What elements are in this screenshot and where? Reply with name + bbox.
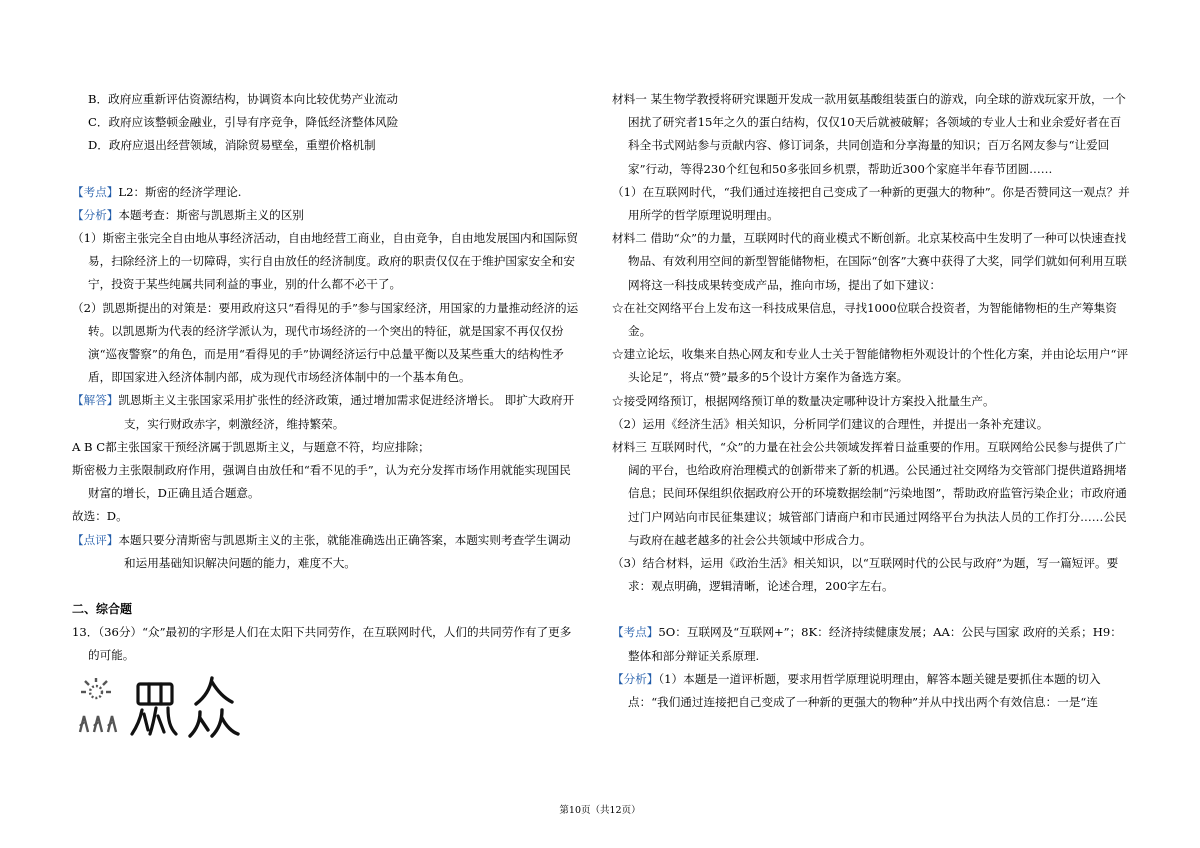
d-explanation: 斯密极力主张限制政府作用，强调自由放任和“看不见的手”，认为充分发挥市场作用就能实现国民财富的增长，D正确且适合题意。 <box>72 463 571 501</box>
modern-zhong-glyph <box>190 678 238 736</box>
suggestion-1: ☆在社交网络平台上发布这一科技成果信息，寻找1000位联合投资者，为智能储物柜的生产筹集资金。 <box>612 300 1117 339</box>
fenxi-line-right <box>612 668 1132 714</box>
jieda-line <box>72 389 582 435</box>
option-b: B．政府应重新评估资源结构，协调资本向比较优势产业流动 <box>88 92 398 106</box>
seal-script-zhong-glyph <box>132 684 176 734</box>
right-column <box>612 88 1132 714</box>
fenxi-line <box>72 204 582 227</box>
kaodian-text-right: 5O：互联网及“互联网+”；8K：经济持续健康发展；AA：公民与国家 政府的关系；H9：整体和部分辩证关系原理. <box>628 625 1122 663</box>
option-c: C．政府应该整顿金融业，引导有序竞争，降低经济整体风险 <box>88 115 399 130</box>
material-3: 材料三 互联网时代，“众”的力量在社会公共领域发挥着日益重要的作用。互联网给公民参与提供了广阔的平台，也给政府治理模式的创新带来了新的机遇。公民通过社交网络为交管部门提供道路拥堵信息；民间环保组织依据政府公开的环境数据绘制“污染地图”，帮助政府监管污染企业；市政府通过门户网站向市民征集建议；城管部门请商户和市民通过网络平台为执法人员的工作打分……公民与政府在越老越多的社会公共领域中形成合力。 <box>612 440 1127 547</box>
jieda-text: 凯恩斯主义主张国家采用扩张性的经济政策，通过增加需求促进经济增长。 即扩大政府开支，实行财政赤字，刺激经济，维持繁荣。 <box>118 393 575 431</box>
oracle-bone-zhong-glyph <box>80 678 116 732</box>
material-2: 材料二 借助“众”的力量，互联网时代的商业模式不断创新。北京某校高中生发明了一种可以快速查找物品、有效利用空间的新型智能储物柜，在国际“创客”大赛中获得了大奖，同学们就如何利用互联网将这一科技成果转变成产品，推向市场，提出了如下建议： <box>612 231 1127 292</box>
abc-exclusion: A B C都主张国家干预经济属于凯恩斯主义，与题意不符，均应排除； <box>72 439 430 454</box>
option-d: D．政府应退出经营领域，消除贸易壁垒，重塑价格机制 <box>88 138 376 153</box>
suggestion-3: ☆接受网络预订，根据网络预订单的数量决定哪种设计方案投入批量生产。 <box>612 393 995 408</box>
question-13-3: （3）结合材料，运用《政治生活》相关知识，以“互联网时代的公民与政府”为题，写一篇短评。要求：观点明确，逻辑清晰，论述合理，200字左右。 <box>612 556 1119 594</box>
suggestion-2: ☆建立论坛，收集来自热心网友和专业人士关于智能储物柜外观设计的个性化方案，并由论坛用户“评头论足”，将点“赞”最多的5个设计方案作为备选方案。 <box>612 347 1129 385</box>
jieda-tag: 【解答】 <box>72 393 119 408</box>
fenxi-tag-right: 【分析】 <box>612 671 659 686</box>
kaodian-text: L2：斯密的经济学理论. <box>118 184 242 199</box>
section-title: 二、综合题 <box>72 602 133 617</box>
zhong-evolution-figure <box>72 672 582 742</box>
question-13: 13．（36分）“众”最初的字形是人们在太阳下共同劳作，在互联网时代，人们的共同劳作有了更多的可能。 <box>72 625 572 663</box>
fenxi-tag: 【分析】 <box>72 207 119 222</box>
left-column <box>72 88 582 742</box>
question-13-1: （1）在互联网时代，“我们通过连接把自己变成了一种新的更强大的物种”。你是否赞同这一观点？并用所学的哲学原理说明理由。 <box>612 184 1130 223</box>
kaodian-line-right <box>612 621 1132 667</box>
dianping-tag: 【点评】 <box>72 532 119 547</box>
material-1: 材料一 某生物学教授将研究课题开发成一款用氨基酸组装蛋白的游戏，向全球的游戏玩家开放，一个困扰了研究者15年之久的蛋白结构，仅仅10天后就被破解；各领域的专业人士和业余爱好者在百科全书式网站参与贡献内容、修订词条，共同创造和分享海量的知识；百万名网友参与“让爱回家”行动，等得230个红包和50多张回乡机票，帮助近300个家庭半年春节团圆…… <box>612 92 1126 176</box>
question-13-2: （2）运用《经济生活》相关知识，分析同学们建议的合理性，并提出一条补充建议。 <box>612 416 1049 431</box>
dianping-line <box>72 529 582 575</box>
zhong-glyphs-illustration <box>72 672 252 742</box>
fenxi-paragraph-1: （1）斯密主张完全自由地从事经济活动，自由地经营工商业，自由竞争，自由地发展国内和国际贸易，扫除经济上的一切障碍，实行自由放任的经济制度。政府的职责仅仅在于维护国家安全和安宁，投资于某些纯属共同利益的事业，别的什么都不必干了。 <box>72 231 578 292</box>
kaodian-line <box>72 181 582 204</box>
page-footer: 第10页（共12页） <box>559 805 641 816</box>
fenxi-text-right: （1）本题是一道评析题，要求用哲学原理说明理由，解答本题关键是要抓住本题的切入点：“我们通过连接把自己变成了一种新的更强大的物种”并从中找出两个有效信息：一是“连 <box>628 671 1101 710</box>
fenxi-paragraph-2: （2）凯恩斯提出的对策是：要用政府这只“看得见的手”参与国家经济，用国家的力量推动经济的运转。以凯恩斯为代表的经济学派认为，现代市场经济的一个突出的特征，就是国家不再仅仅扮演“巡夜警察”的角色，而是用“看得见的手”协调经济运行中总量平衡以及某些重大的结构性矛盾，即国家进入经济体制内部，成为现代市场经济体制中的一个基本角色。 <box>72 300 579 385</box>
dianping-text: 本题只要分清斯密与凯恩斯主义的主张，就能准确选出正确答案，本题实则考查学生调动和运用基础知识解决问题的能力，难度不大。 <box>118 532 571 570</box>
kaodian-tag-right: 【考点】 <box>612 625 659 640</box>
kaodian-tag: 【考点】 <box>72 184 119 199</box>
fenxi-text: 本题考查：斯密与凯恩斯主义的区别 <box>118 207 304 222</box>
answer-choice: 故选：D。 <box>72 509 128 524</box>
